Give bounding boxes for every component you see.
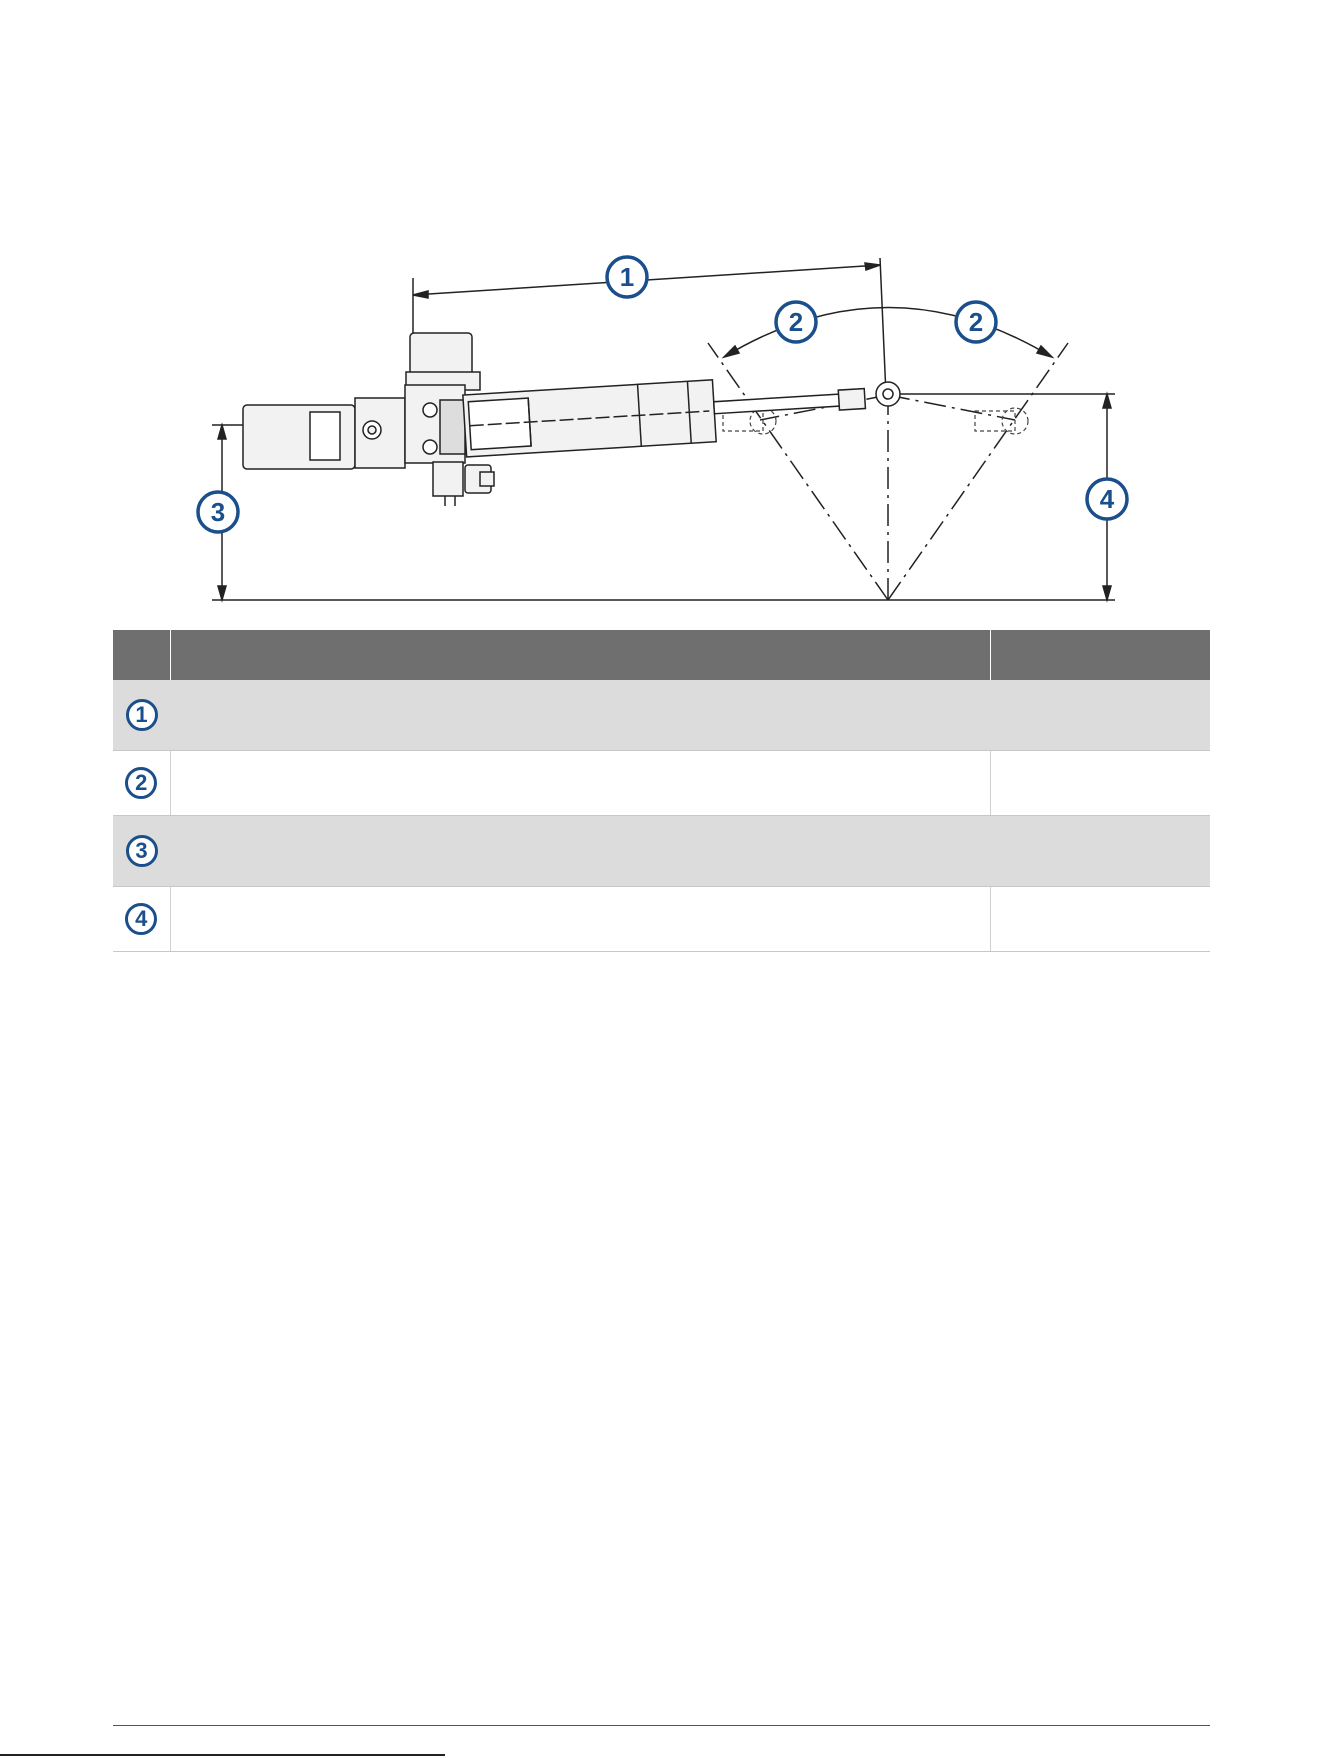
callout-2-right-text: 2 — [968, 307, 984, 337]
callout-4-text: 4 — [1099, 484, 1115, 514]
row-value — [990, 887, 1210, 952]
row-callout-badge: 2 — [125, 767, 157, 799]
callout-4-badge — [1087, 479, 1127, 519]
table-row — [113, 887, 1210, 952]
row-callout — [113, 680, 170, 751]
dimension-table — [113, 630, 1210, 952]
row-callout — [113, 751, 170, 816]
row-description — [170, 680, 990, 751]
row-description — [170, 751, 990, 816]
callout-1-text: 1 — [619, 262, 635, 292]
bottom-edge-rule — [0, 1754, 445, 1756]
steering-cylinder-diagram — [0, 0, 1330, 620]
angle-arc — [724, 308, 1052, 358]
table-row — [113, 751, 1210, 816]
row-callout — [113, 816, 170, 887]
callout-3-text: 3 — [210, 497, 226, 527]
header-description — [170, 630, 990, 680]
row-value — [990, 816, 1210, 887]
callout-1-badge — [607, 257, 647, 297]
header-item — [113, 630, 170, 680]
callout-2-left-badge — [776, 302, 816, 342]
row-callout-badge: 4 — [125, 903, 157, 935]
row-description — [170, 816, 990, 887]
table-row — [113, 816, 1210, 887]
row-value — [990, 680, 1210, 751]
callout-3-badge — [198, 492, 238, 532]
row-callout-badge: 3 — [126, 835, 158, 867]
tiller-pivot — [876, 382, 900, 406]
header-value — [990, 630, 1210, 680]
cylinder-assembly — [243, 333, 867, 506]
row-callout-badge: 1 — [126, 699, 158, 731]
row-value — [990, 751, 1210, 816]
table-header-row — [113, 630, 1210, 680]
footer-divider — [113, 1725, 1210, 1726]
table-row — [113, 680, 1210, 751]
row-callout — [113, 887, 170, 952]
callout-2-right-badge — [956, 302, 996, 342]
row-description — [170, 887, 990, 952]
callout-2-left-text: 2 — [788, 307, 804, 337]
